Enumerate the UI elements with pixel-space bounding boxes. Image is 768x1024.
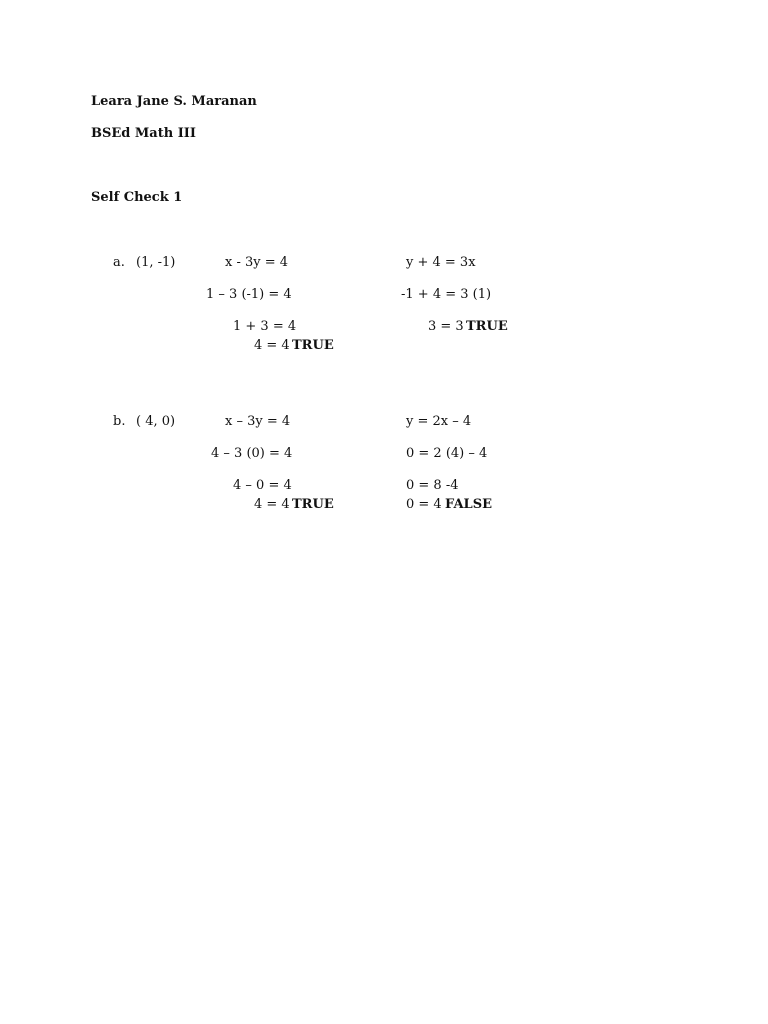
- eq2-line: 3 = 3: [428, 319, 464, 334]
- problem-letter: a.: [113, 255, 125, 270]
- problem-point: ( 4, 0): [136, 414, 176, 429]
- eq1-line: 4 = 4: [254, 338, 290, 353]
- eq1-line: x – 3y = 4: [225, 414, 291, 429]
- eq2-line: y + 4 = 3x: [406, 255, 476, 270]
- problem-point: (1, -1): [136, 255, 176, 270]
- eq2-line: -1 + 4 = 3 (1): [401, 287, 492, 302]
- eq1-line: 1 + 3 = 4: [233, 319, 297, 334]
- verdict-label: TRUE: [292, 338, 334, 353]
- eq1-line: x - 3y = 4: [225, 255, 289, 270]
- eq1-line: 4 – 0 = 4: [233, 478, 292, 493]
- eq1-line: 4 = 4: [254, 497, 290, 512]
- course-label: BSEd Math III: [91, 126, 196, 141]
- section-title: Self Check 1: [91, 190, 183, 205]
- student-name: Leara Jane S. Maranan: [91, 94, 257, 109]
- eq2-line: 0 = 2 (4) – 4: [406, 446, 488, 461]
- eq1-line: 1 – 3 (-1) = 4: [206, 287, 292, 302]
- eq1-line: 4 – 3 (0) = 4: [211, 446, 293, 461]
- verdict-label: FALSE: [445, 497, 492, 512]
- eq2-line: y = 2x – 4: [406, 414, 472, 429]
- eq2-line: 0 = 8 -4: [406, 478, 459, 493]
- eq2-line: 0 = 4: [406, 497, 442, 512]
- verdict-label: TRUE: [292, 497, 334, 512]
- problem-letter: b.: [113, 414, 126, 429]
- verdict-label: TRUE: [466, 319, 508, 334]
